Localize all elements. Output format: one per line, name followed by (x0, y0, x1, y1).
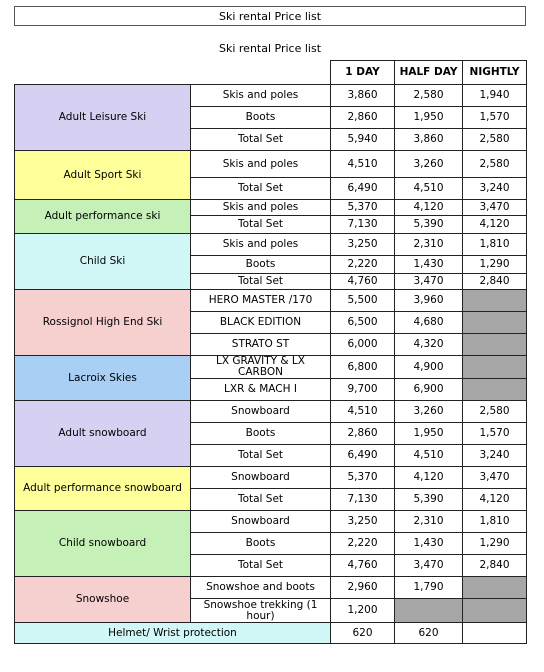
price-cell: 1,290 (463, 256, 527, 274)
table-row (15, 401, 527, 423)
price-cell: 2,960 (331, 577, 395, 599)
item-cell: LX GRAVITY & LX CARBON (191, 356, 331, 379)
price-cell: 5,370 (331, 467, 395, 489)
price-cell: 5,370 (331, 200, 395, 216)
header-row (15, 61, 527, 85)
price-cell: 6,900 (395, 379, 463, 401)
price-cell: 3,470 (395, 555, 463, 577)
footer-label: Helmet/ Wrist protection (15, 623, 331, 644)
price-cell: 4,510 (395, 178, 463, 200)
item-cell: BLACK EDITION (191, 312, 331, 334)
item-cell: Boots (191, 256, 331, 274)
price-cell: 4,760 (331, 274, 395, 290)
price-cell: 5,390 (395, 216, 463, 234)
price-table-body (15, 85, 527, 623)
price-cell: 5,500 (331, 290, 395, 312)
item-cell: Total Set (191, 445, 331, 467)
page-title (14, 6, 526, 26)
price-cell: 1,430 (395, 533, 463, 555)
category-cell: Adult snowboard (15, 401, 191, 467)
table-row (15, 151, 527, 178)
item-cell: Snowshoe and boots (191, 577, 331, 599)
category-cell: Adult performance snowboard (15, 467, 191, 511)
table-caption: Ski rental Price list (218, 42, 322, 55)
price-cell: 2,860 (331, 423, 395, 445)
price-cell: 4,320 (395, 334, 463, 356)
category-cell: Adult performance ski (15, 200, 191, 234)
item-cell: Total Set (191, 178, 331, 200)
category-cell: Lacroix Skies (15, 356, 191, 401)
price-cell: 2,220 (331, 533, 395, 555)
footer-1-day: 620 (331, 623, 395, 644)
price-cell: 2,840 (463, 274, 527, 290)
item-cell: Total Set (191, 489, 331, 511)
item-cell: Snowboard (191, 511, 331, 533)
price-cell: 2,220 (331, 256, 395, 274)
header-spacer (191, 61, 331, 85)
category-cell: Rossignol High End Ski (15, 290, 191, 356)
price-cell: 4,680 (395, 312, 463, 334)
price-cell: 4,510 (395, 445, 463, 467)
price-cell: 1,570 (463, 423, 527, 445)
price-cell: 1,810 (463, 511, 527, 533)
price-cell: 4,510 (331, 151, 395, 178)
price-cell: 4,120 (463, 489, 527, 511)
price-cell: 2,580 (463, 401, 527, 423)
table-row (15, 200, 527, 216)
item-cell: Total Set (191, 216, 331, 234)
unavailable-cell (463, 312, 527, 334)
price-cell: 2,310 (395, 511, 463, 533)
table-row (15, 577, 527, 599)
col-header-1-day: 1 DAY (331, 61, 395, 85)
price-cell: 6,490 (331, 178, 395, 200)
category-cell: Adult Leisure Ski (15, 85, 191, 151)
category-cell: Snowshoe (15, 577, 191, 623)
price-cell: 4,120 (395, 200, 463, 216)
price-cell: 3,240 (463, 178, 527, 200)
unavailable-cell (395, 599, 463, 623)
price-cell: 3,960 (395, 290, 463, 312)
unavailable-cell (463, 599, 527, 623)
footer-half-day: 620 (395, 623, 463, 644)
price-cell: 3,470 (463, 200, 527, 216)
table-row (15, 356, 527, 379)
price-cell: 6,800 (331, 356, 395, 379)
item-cell: Total Set (191, 274, 331, 290)
price-cell: 5,390 (395, 489, 463, 511)
footer-nightly (463, 623, 527, 644)
item-cell: Boots (191, 107, 331, 129)
price-cell: 4,760 (331, 555, 395, 577)
price-cell: 1,430 (395, 256, 463, 274)
item-cell: Snowboard (191, 401, 331, 423)
price-cell: 1,950 (395, 107, 463, 129)
price-cell: 3,250 (331, 234, 395, 256)
price-cell: 2,310 (395, 234, 463, 256)
price-cell: 2,580 (395, 85, 463, 107)
table-row (15, 511, 527, 533)
item-cell: Skis and poles (191, 200, 331, 216)
price-cell: 9,700 (331, 379, 395, 401)
item-cell: Boots (191, 533, 331, 555)
price-cell: 2,860 (331, 107, 395, 129)
header-spacer (15, 61, 191, 85)
item-cell: Total Set (191, 555, 331, 577)
item-cell: LXR & MACH I (191, 379, 331, 401)
price-cell: 6,000 (331, 334, 395, 356)
price-cell: 4,510 (331, 401, 395, 423)
item-cell: Total Set (191, 129, 331, 151)
table-row (15, 290, 527, 312)
price-cell: 6,490 (331, 445, 395, 467)
category-cell: Child Ski (15, 234, 191, 290)
unavailable-cell (463, 334, 527, 356)
price-cell: 3,260 (395, 401, 463, 423)
unavailable-cell (463, 290, 527, 312)
price-cell: 1,290 (463, 533, 527, 555)
item-cell: Snowshoe trekking (1 hour) (191, 599, 331, 623)
price-cell: 2,840 (463, 555, 527, 577)
item-cell: Skis and poles (191, 151, 331, 178)
price-cell: 3,470 (463, 467, 527, 489)
price-cell: 3,860 (331, 85, 395, 107)
table-row (15, 85, 527, 107)
price-cell: 2,580 (463, 151, 527, 178)
item-cell: STRATO ST (191, 334, 331, 356)
item-cell: HERO MASTER /170 (191, 290, 331, 312)
price-cell: 7,130 (331, 489, 395, 511)
price-cell: 3,240 (463, 445, 527, 467)
price-cell: 2,580 (463, 129, 527, 151)
unavailable-cell (463, 356, 527, 379)
item-cell: Skis and poles (191, 234, 331, 256)
item-cell: Boots (191, 423, 331, 445)
col-header-nightly: NIGHTLY (463, 61, 527, 85)
unavailable-cell (463, 379, 527, 401)
price-cell: 3,260 (395, 151, 463, 178)
unavailable-cell (463, 577, 527, 599)
price-cell: 3,470 (395, 274, 463, 290)
price-cell: 3,250 (331, 511, 395, 533)
price-table (14, 60, 527, 644)
item-cell: Snowboard (191, 467, 331, 489)
price-cell: 4,900 (395, 356, 463, 379)
footer-row (15, 623, 527, 644)
price-cell: 4,120 (395, 467, 463, 489)
price-cell: 5,940 (331, 129, 395, 151)
item-cell: Skis and poles (191, 85, 331, 107)
table-row (15, 234, 527, 256)
price-cell: 7,130 (331, 216, 395, 234)
price-cell: 4,120 (463, 216, 527, 234)
price-cell: 1,200 (331, 599, 395, 623)
category-cell: Adult Sport Ski (15, 151, 191, 200)
category-cell: Child snowboard (15, 511, 191, 577)
price-cell: 6,500 (331, 312, 395, 334)
price-cell: 1,940 (463, 85, 527, 107)
col-header-half-day: HALF DAY (395, 61, 463, 85)
price-cell: 3,860 (395, 129, 463, 151)
title-text: Ski rental Price list (218, 9, 322, 23)
price-cell: 1,950 (395, 423, 463, 445)
price-cell: 1,790 (395, 577, 463, 599)
table-row (15, 467, 527, 489)
price-cell: 1,570 (463, 107, 527, 129)
price-cell: 1,810 (463, 234, 527, 256)
